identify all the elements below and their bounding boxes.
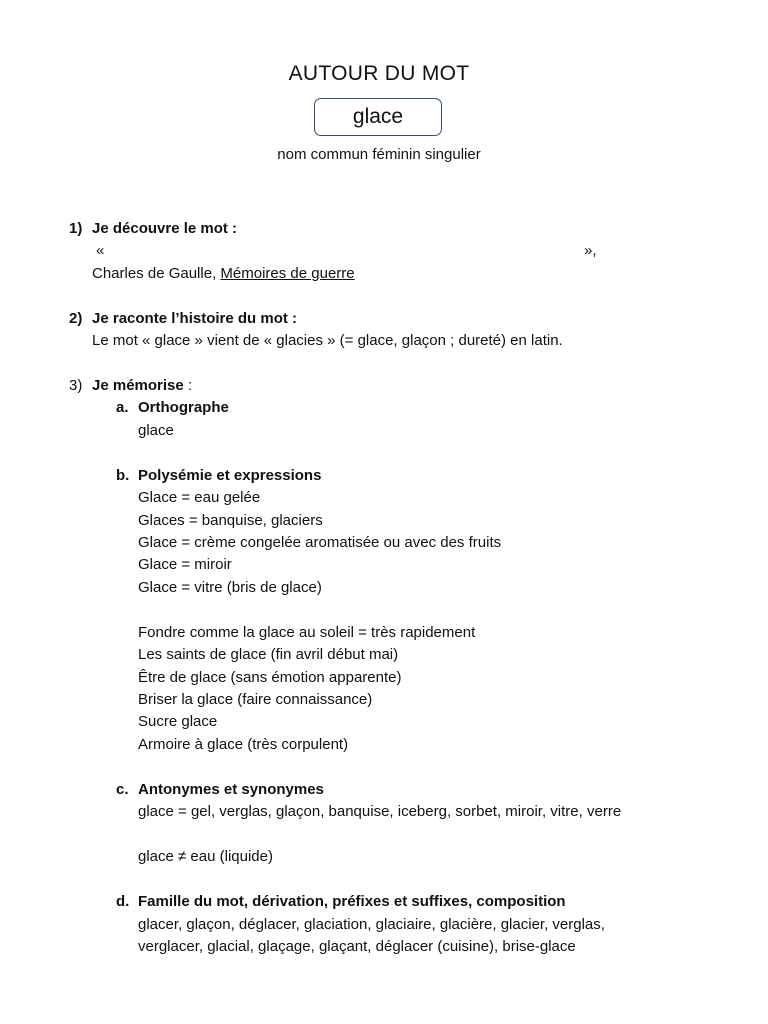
word-family-line: verglacer, glacial, glaçage, glaçant, déglacer (cuisine), brise-glace xyxy=(138,938,576,955)
expression-line: Fondre comme la glace au soleil = très rapidement xyxy=(138,624,476,641)
word-family-line: glacer, glaçon, déglacer, glaciation, glaciaire, glacière, glacier, verglas, xyxy=(138,916,605,933)
section-1-heading: Je découvre le mot : xyxy=(92,220,238,237)
spelling-text: glace xyxy=(138,422,174,439)
expression-line: Sucre glace xyxy=(138,713,218,730)
studied-word: glace xyxy=(352,105,404,128)
subsection-b-title: Polysémie et expressions xyxy=(138,467,322,484)
word-class: nom commun féminin singulier xyxy=(277,146,481,163)
subsection-c-title: Antonymes et synonymes xyxy=(138,781,324,798)
quote-open-mark: « xyxy=(96,242,105,259)
meaning-line: Glace = vitre (bris de glace) xyxy=(138,579,322,596)
subsection-d-title: Famille du mot, dérivation, préfixes et suffixes, composition xyxy=(138,893,566,910)
expression-line: Armoire à glace (très corpulent) xyxy=(138,736,349,753)
antonyms-line: glace ≠ eau (liquide) xyxy=(138,848,273,865)
quote-close-mark: », xyxy=(584,242,597,259)
subsection-a-title: Orthographe xyxy=(138,399,229,416)
quote-source xyxy=(92,264,355,284)
section-3-number: 3) xyxy=(69,377,83,394)
subsection-d-marker: d. xyxy=(116,893,130,910)
subsection-b-marker: b. xyxy=(116,467,130,484)
meaning-line: Glace = miroir xyxy=(138,556,232,573)
expression-line: Briser la glace (faire connaissance) xyxy=(138,691,373,708)
section-2-heading: Je raconte l’histoire du mot : xyxy=(92,310,298,327)
quote-author: Charles de Gaulle, xyxy=(92,265,221,282)
synonyms-line: glace = gel, verglas, glaçon, banquise, iceberg, sorbet, miroir, vitre, verre xyxy=(138,803,622,820)
meaning-line: Glace = crème congelée aromatisée ou avec des fruits xyxy=(138,534,502,551)
word-box xyxy=(314,98,442,136)
etymology-text: Le mot « glace » vient de « glacies » (= glace, glaçon ; dureté) en latin. xyxy=(92,332,563,349)
section-3-heading: Je mémorise xyxy=(92,377,184,394)
section-3-heading-line xyxy=(92,376,192,396)
section-3-heading-suffix: : xyxy=(183,377,193,394)
section-1-number: 1) xyxy=(69,220,83,237)
section-2-number: 2) xyxy=(69,310,83,327)
expression-line: Les saints de glace (fin avril début mai) xyxy=(138,646,399,663)
page-title: AUTOUR DU MOT xyxy=(288,62,470,85)
quote-work-title: Mémoires de guerre xyxy=(220,265,355,282)
subsection-c-marker: c. xyxy=(116,781,129,798)
meaning-line: Glaces = banquise, glaciers xyxy=(138,512,323,529)
meaning-line: Glace = eau gelée xyxy=(138,489,261,506)
expression-line: Être de glace (sans émotion apparente) xyxy=(138,669,402,686)
subsection-a-marker: a. xyxy=(116,399,129,416)
